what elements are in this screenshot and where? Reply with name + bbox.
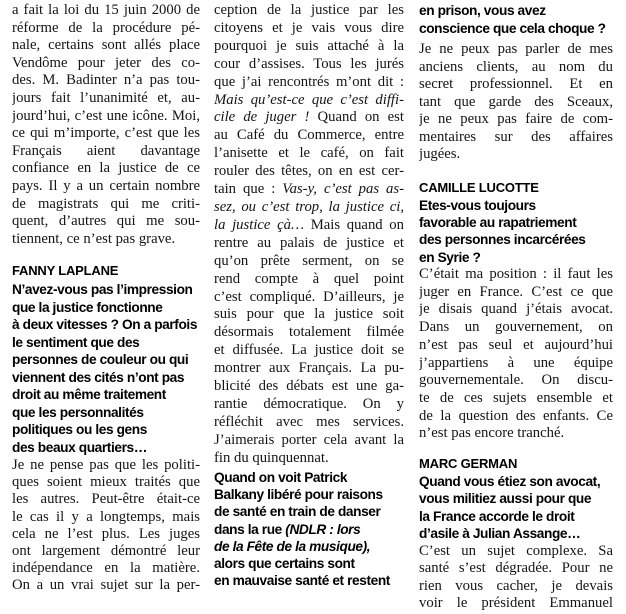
- reader-name: MARC GERMAN: [419, 456, 518, 471]
- column-3: [419, 0, 613, 614]
- question-line: d’asile à Julian Assange…: [419, 525, 581, 541]
- question-line: Balkany libéré pour raisons: [214, 487, 383, 503]
- text-line: jours fait l’unanimité et, au-: [12, 89, 200, 106]
- text-line: anciens clients, au nom du: [419, 58, 613, 75]
- text-line: a fait la loi du 15 juin 2000 de: [12, 2, 200, 18]
- question-line: la France accorde le droit: [419, 508, 575, 524]
- answer-text: [419, 266, 613, 443]
- question-line: conscience que cela choque ?: [419, 20, 606, 36]
- italic-quote-line: sez, ou c’est trop, la justice ci,: [214, 198, 404, 215]
- text-line: rantie démocratique. On y: [214, 395, 404, 412]
- answer-text: [419, 543, 613, 612]
- text-line: le cas il y a longtemps, mais: [12, 508, 200, 525]
- text-line: n’est pas encore tranché.: [419, 425, 565, 442]
- reader-name: FANNY LAPLANE: [12, 263, 119, 278]
- question-line: des personnes incarcérées: [419, 232, 586, 248]
- question-line: le sentiment que des: [12, 334, 140, 350]
- text-line: qu’on prête serment, on se: [214, 252, 404, 269]
- text-line: cour d’assises. Tous les jurés: [214, 55, 404, 72]
- text-line: C’est un sujet complexe. Sa: [419, 543, 613, 559]
- answer-text: [12, 2, 200, 248]
- text-line: confiance en la justice de ce: [12, 160, 200, 177]
- text-line: te de ces sujets ensemble et: [419, 389, 613, 406]
- text-line: J’aimerais porter cela avant la: [214, 431, 404, 448]
- text-line: fin du quinquennat.: [214, 449, 329, 466]
- question-line: favorable au rapatriement: [419, 215, 577, 231]
- text-line: pourquoi je suis attaché à la: [214, 37, 404, 54]
- text-line: je disais quand j’étais avocat.: [419, 301, 613, 318]
- text-line: jugées.: [419, 146, 461, 162]
- text-line: Je ne pense pas que les politi-: [12, 457, 200, 473]
- text-line: nale, certains sont allés place: [12, 37, 200, 54]
- text-line: ception de la justice par les: [214, 2, 404, 18]
- text-line: juger en France. C’est ce que: [419, 283, 613, 300]
- text-line: Français aient davantage: [12, 142, 200, 159]
- text-line: pays. Il y a un certain nombre: [12, 177, 200, 194]
- text-line: je ne peux pas faire de com-: [419, 111, 613, 127]
- text-line: ont largement démontré leur: [12, 543, 200, 560]
- text-line: [214, 109, 404, 127]
- text-line: rouler des têtes, on en est cer-: [214, 163, 404, 180]
- question-line: en mauvaise santé et restent: [214, 573, 390, 589]
- reader-question: [214, 469, 404, 589]
- column-2: [214, 0, 404, 614]
- text-line: ques soient mieux traités que: [12, 474, 200, 491]
- question-line: droit au même traitement: [12, 387, 166, 402]
- text-line: rentre au palais de justice et: [214, 234, 404, 251]
- text-line: que j’ai rencontrés m’ont dit :: [214, 73, 404, 90]
- reader-question: [419, 197, 613, 266]
- text-line: c’est compliqué. D’ailleurs, je: [214, 288, 404, 305]
- text-line: quent, d’autres qui me sou-: [12, 213, 200, 230]
- text-line: au Café du Commerce, entre: [214, 127, 404, 144]
- question-segment: dans la rue: [214, 521, 286, 537]
- text-line: [214, 181, 404, 199]
- text-line: cela ne l’est plus. Les juges: [12, 525, 200, 542]
- question-line: des beaux quartiers…: [12, 439, 148, 455]
- question-line: N’avez-vous pas l’impression: [12, 282, 193, 297]
- text-line: mentaires sur des affaires: [419, 128, 613, 145]
- question-line: Quand on voit Patrick: [214, 470, 348, 485]
- text-line: l’anisette et le café, on fait: [214, 145, 404, 162]
- text-line: les autres. Peut-être était-ce: [12, 491, 200, 508]
- text-line: [214, 217, 404, 235]
- text-line: rend compte à quel point: [214, 270, 404, 287]
- text-line: gouvernementale. On discu-: [419, 372, 613, 389]
- text-line: réfléchit avec mes services.: [214, 413, 404, 430]
- text-line: santé s’est dégradée. Pour ne: [419, 560, 613, 577]
- text-line: C’était ma position : il faut les: [419, 266, 613, 282]
- text-line: blicité des débats est une ga-: [214, 378, 404, 395]
- answer-text: [214, 2, 404, 468]
- text-line: citoyens et je vais vous dire: [214, 19, 404, 36]
- question-line: en prison, vous avez: [419, 3, 546, 18]
- text-line: de magistrats qui me criti-: [12, 195, 200, 212]
- text-segment: Mais quand on: [304, 216, 404, 233]
- text-line: tiennent, ce n’est pas grave.: [12, 230, 176, 247]
- text-line: jourd’hui, c’est une icône. Moi,: [12, 107, 200, 124]
- question-line: personnes de couleur ou qui: [12, 352, 189, 367]
- italic-quote-line: Mais qu’est-ce que c’est diffi-: [214, 91, 404, 108]
- reader-question: [12, 281, 200, 456]
- answer-text: [12, 457, 200, 595]
- reader-question-continued: [419, 2, 613, 37]
- question-line: en Syrie ?: [419, 249, 481, 265]
- reader-question: [419, 473, 613, 542]
- question-line: Quand vous étiez son avocat,: [419, 474, 601, 489]
- column-1: [12, 0, 200, 614]
- text-line: suis pour que la justice soit: [214, 306, 404, 323]
- text-line: montrer aux Français. La pu-: [214, 360, 404, 377]
- text-segment: Quand on est: [309, 109, 404, 126]
- question-line: que la justice fonctionne: [12, 299, 163, 315]
- text-line: Dans un gouvernement, on: [419, 319, 613, 336]
- answer-text: [419, 41, 613, 164]
- question-line: de santé en train de danser: [214, 504, 381, 520]
- text-line: indépendance en la matière.: [12, 560, 200, 577]
- text-line: et diffusée. La justice doit se: [214, 342, 404, 359]
- text-line: tant que garde des Sceaux,: [419, 93, 613, 110]
- question-line: alors que certains sont: [214, 556, 355, 572]
- text-line: voir le président Emmanuel: [419, 594, 613, 611]
- editor-note-line: de la Fête de la musique),: [214, 538, 371, 554]
- text-line: j’appartiens à une équipe: [419, 354, 613, 371]
- question-line: politiques ou les gens: [12, 422, 147, 437]
- text-line: ce qui m’importe, c’est que les: [12, 125, 200, 142]
- text-line: secret professionnel. Et en: [419, 76, 613, 92]
- editor-note: (NDLR : lors: [285, 521, 361, 537]
- reader-name: CAMILLE LUCOTTE: [419, 180, 539, 195]
- question-line: que les personnalités: [12, 404, 144, 420]
- text-segment: tain que :: [214, 181, 283, 198]
- text-line: n’est pas seul et aujourd’hui: [419, 336, 613, 353]
- italic-quote: cile de juger !: [214, 109, 310, 126]
- question-line: [214, 521, 404, 538]
- text-line: de la question des enfants. Ce: [419, 407, 613, 424]
- text-line: Je ne peux pas parler de mes: [419, 41, 613, 57]
- text-line: Vendôme pour jeter des co-: [12, 54, 200, 71]
- text-line: des. M. Badinter n’a pas tou-: [12, 72, 200, 89]
- text-line: désormais totalement filmée: [214, 324, 404, 341]
- text-line: rien vous cacher, je devais: [419, 577, 613, 594]
- italic-quote: Vas-y, c’est pas as-: [282, 181, 404, 198]
- text-line: On a un vrai sujet sur la per-: [12, 577, 200, 594]
- question-line: à deux vitesses ? On a parfois: [12, 317, 198, 332]
- question-line: Etes-vous toujours: [419, 198, 536, 213]
- question-line: vous militiez aussi pour que: [419, 491, 592, 507]
- question-line: viennent des cités n’ont pas: [12, 369, 185, 385]
- italic-quote: la justice çà…: [214, 216, 305, 233]
- text-line: réforme de la procédure pé-: [12, 19, 200, 36]
